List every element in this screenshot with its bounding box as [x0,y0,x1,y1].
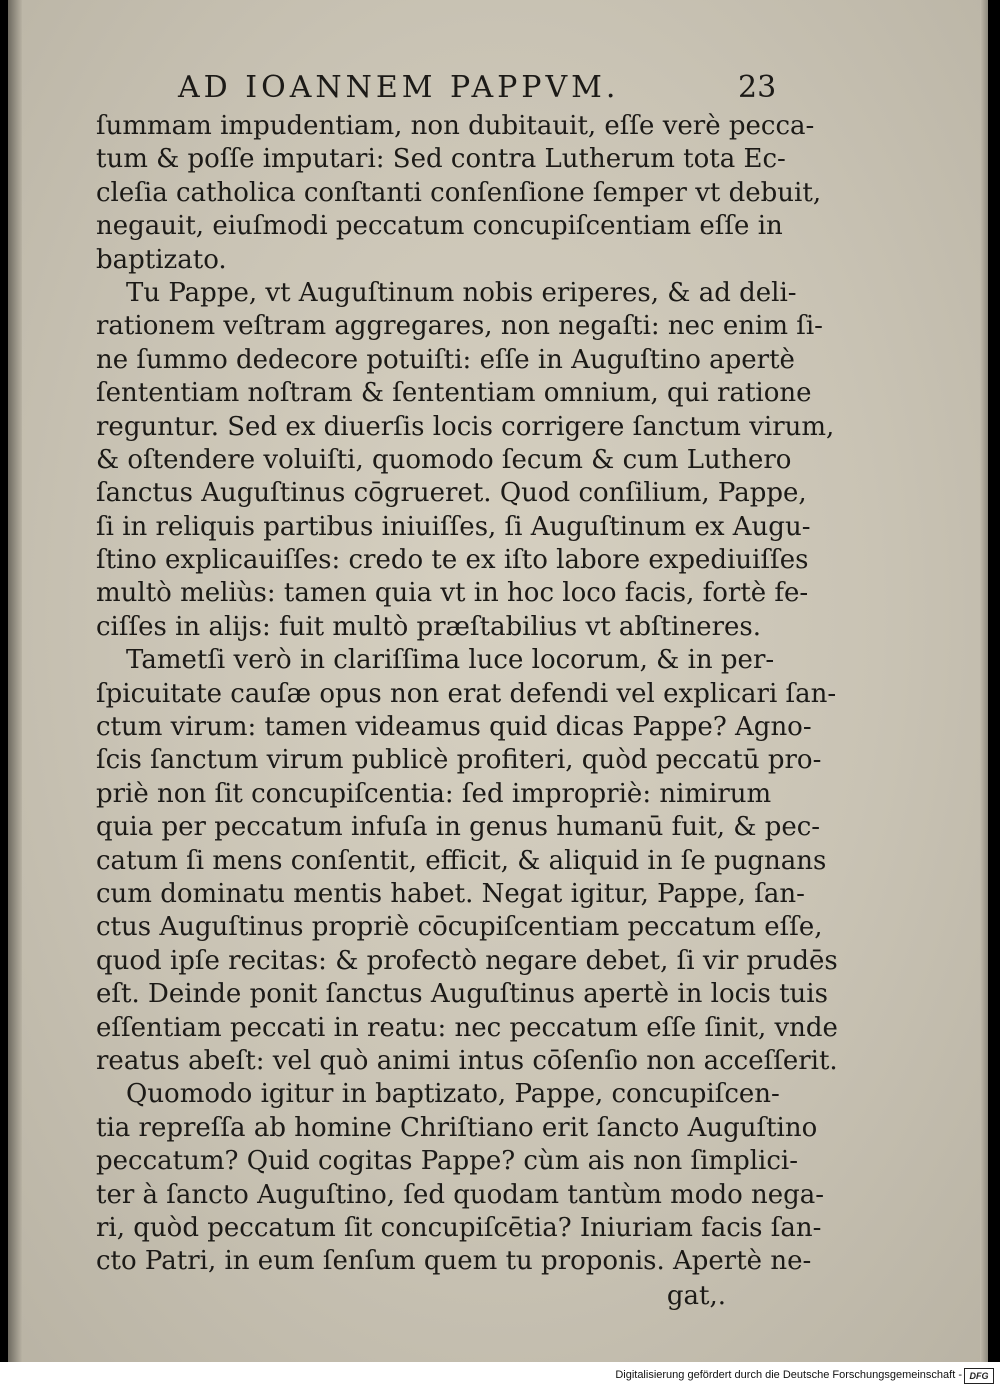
page-edge [980,0,988,1362]
text-line: quia per peccatum infuſa in genus humanū fuit, & pec- [96,812,821,843]
text-line: baptizato. [96,244,227,275]
digitization-footer [0,1362,1000,1391]
text-line: Tu Pappe, vt Auguſtinum nobis eriperes, & ad deli- [126,277,797,308]
text-line: ctum virum: tamen videamus quid dicas Pappe? Agno- [96,712,812,743]
text-line: reatus abeſt: vel quò animi intus cōſenſio non acceſſerit. [96,1045,838,1076]
text-line: ſanctus Auguſtinus cōgrueret. Quod conſilium, Pappe, [96,478,807,509]
catchword: gat,. [666,1280,726,1311]
running-head: AD IOANNEM PAPPVM. [178,70,620,105]
text-line: ſtino explicauiſſes: credo te ex iſto labore expediuiſſes [96,545,809,576]
body-text [96,110,838,1313]
text-line: negauit, eiuſmodi peccatum concupiſcentiam eſſe in [96,211,783,242]
text-line: eſt. Deinde ponit ſanctus Auguſtinus apertè in locis tuis [96,979,828,1010]
text-line: ſi in reliquis partibus iniuiſſes, ſi Auguſtinum ex Augu- [96,511,811,542]
text-line: Tametſi verò in clariſſima luce locorum, & in per- [126,645,775,676]
page-number: 23 [738,70,777,105]
text-line: cto Patri, in eum ſenſum quem tu proponis. Apertè ne- [96,1246,812,1277]
text-line: reguntur. Sed ex diuerſis locis corrigere ſanctum virum, [96,411,835,442]
text-line: multò meliùs: tamen quia vt in hoc loco facis, fortè fe- [96,578,809,609]
text-line: ſcis ſanctum virum publicè profiteri, quòd peccatū pro- [96,745,822,776]
text-line: rationem veſtram aggregares, non negaſti: nec enim ſi- [96,311,823,342]
text-line: ne ſummo dedecore potuiſti: eſſe in Auguſtino apertè [96,344,795,375]
text-line: cleſia catholica conſtanti conſenſione ſemper vt debuit, [96,177,822,208]
book-page [8,0,988,1362]
text-line: cum dominatu mentis habet. Negat igitur, Pappe, ſan- [96,878,805,909]
text-line: ri, quòd peccatum ſit concupiſcētia? Iniuriam facis ſan- [96,1212,822,1243]
text-line: ctus Auguſtinus propriè cōcupiſcentiam peccatum eſſe, [96,912,823,943]
text-line: catum ſi mens conſentit, efficit, & aliquid in ſe pugnans [96,845,827,876]
text-line: Quomodo igitur in baptizato, Pappe, concupiſcen- [126,1079,780,1110]
text-line: quod ipſe recitas: & profectò negare debet, ſi vir prudēs [96,945,838,976]
text-line: ſummam impudentiam, non dubitauit, eſſe verè pecca- [96,111,815,141]
text-line: peccatum? Quid cogitas Pappe? cùm ais non ſimplici- [96,1146,799,1177]
text-line: eſſentiam peccati in reatu: nec peccatum eſſe ſinit, vnde [96,1012,838,1043]
text-line: & oſtendere voluiſti, quomodo ſecum & cum Luthero [96,444,792,475]
text-line: ſententiam noſtram & ſententiam omnium, qui ratione [96,378,812,409]
page-gutter-shadow [8,0,22,1362]
text-line: ter à ſancto Auguſtino, ſed quodam tantùm modo nega- [96,1179,825,1210]
dfg-logo: DFG [964,1368,994,1384]
text-line: tia repreſſa ab homine Chriſtiano erit ſancto Auguſtino [96,1112,818,1143]
text-line: ciſſes in alijs: fuit multò præſtabilius vt abſtineres. [96,611,761,642]
text-line: ſpicuitate cauſæ opus non erat defendi vel explicari ſan- [96,678,837,709]
footer-credit: Digitalisierung gefördert durch die Deutsche Forschungsgemeinschaft - [615,1369,962,1381]
text-line: priè non ſit concupiſcentia: ſed impropriè: nimirum [96,778,772,809]
text-line: tum & poſſe imputari: Sed contra Lutherum tota Ec- [96,144,786,175]
